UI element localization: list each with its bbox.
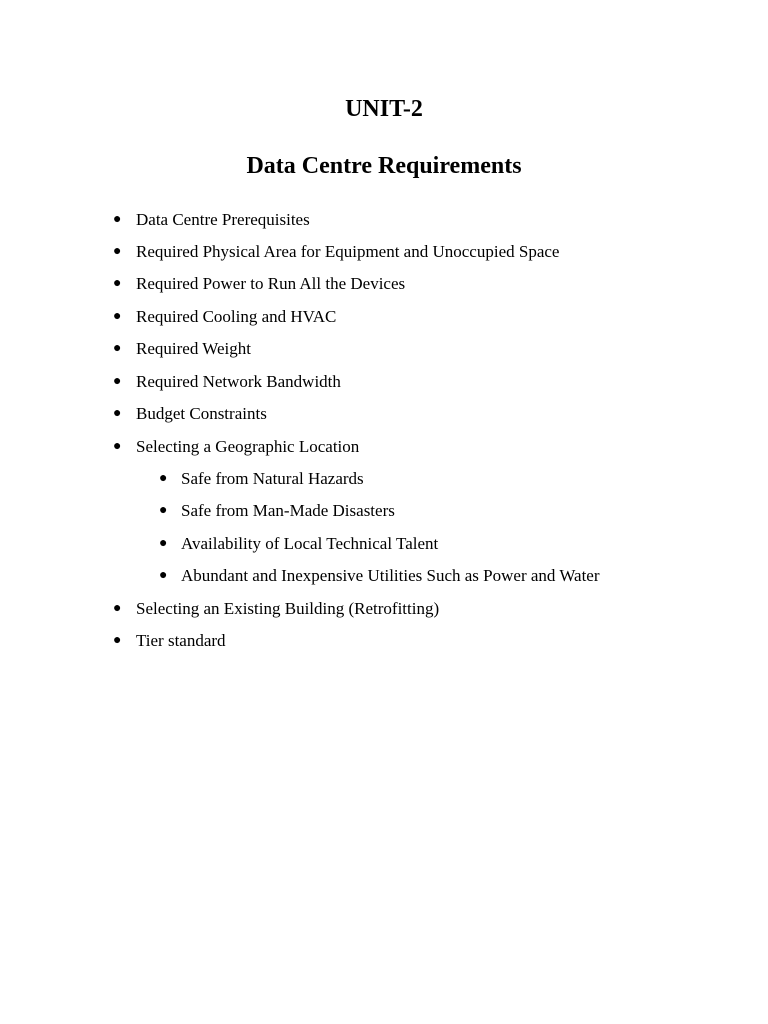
sub-list-item-label: Abundant and Inexpensive Utilities Such as Power and Water [181,566,600,585]
sub-list-item-label: Availability of Local Technical Talent [181,534,439,553]
list-item-label: Budget Constraints [136,404,267,423]
bullet-icon: ● [113,439,122,454]
list-item-label: Required Physical Area for Equipment and Unoccupied Space [136,242,560,261]
bullet-icon: ● [113,309,122,324]
list-item-label: Required Cooling and HVAC [136,307,337,326]
list-item-label: Data Centre Prerequisites [136,210,310,229]
bullet-icon: ● [113,633,122,648]
list-item-label: Required Weight [136,339,251,358]
list-item-label: Required Power to Run All the Devices [136,274,406,293]
bullet-icon: ● [113,276,122,291]
bullet-icon: ● [113,212,122,227]
sub-list-item-label: Safe from Man-Made Disasters [181,501,395,520]
list-item-label: Selecting an Existing Building (Retrofitting) [136,599,440,618]
page-title: Data Centre Requirements [246,153,522,179]
bullet-icon: ● [113,244,122,259]
unit-heading: UNIT-2 [345,96,423,122]
list-item-label: Selecting a Geographic Location [136,437,360,456]
bullet-icon: ● [113,341,122,356]
bullet-icon: ● [113,406,122,421]
bullet-icon: ● [113,374,122,389]
list-item-label: Required Network Bandwidth [136,372,341,391]
bullet-icon: ● [159,503,168,518]
bullet-icon: ● [159,568,168,583]
sub-list-item-label: Safe from Natural Hazards [181,469,364,488]
bullet-icon: ● [113,601,122,616]
bullet-icon: ● [159,536,168,551]
list-item-label: Tier standard [136,631,226,650]
bullet-icon: ● [159,471,168,486]
